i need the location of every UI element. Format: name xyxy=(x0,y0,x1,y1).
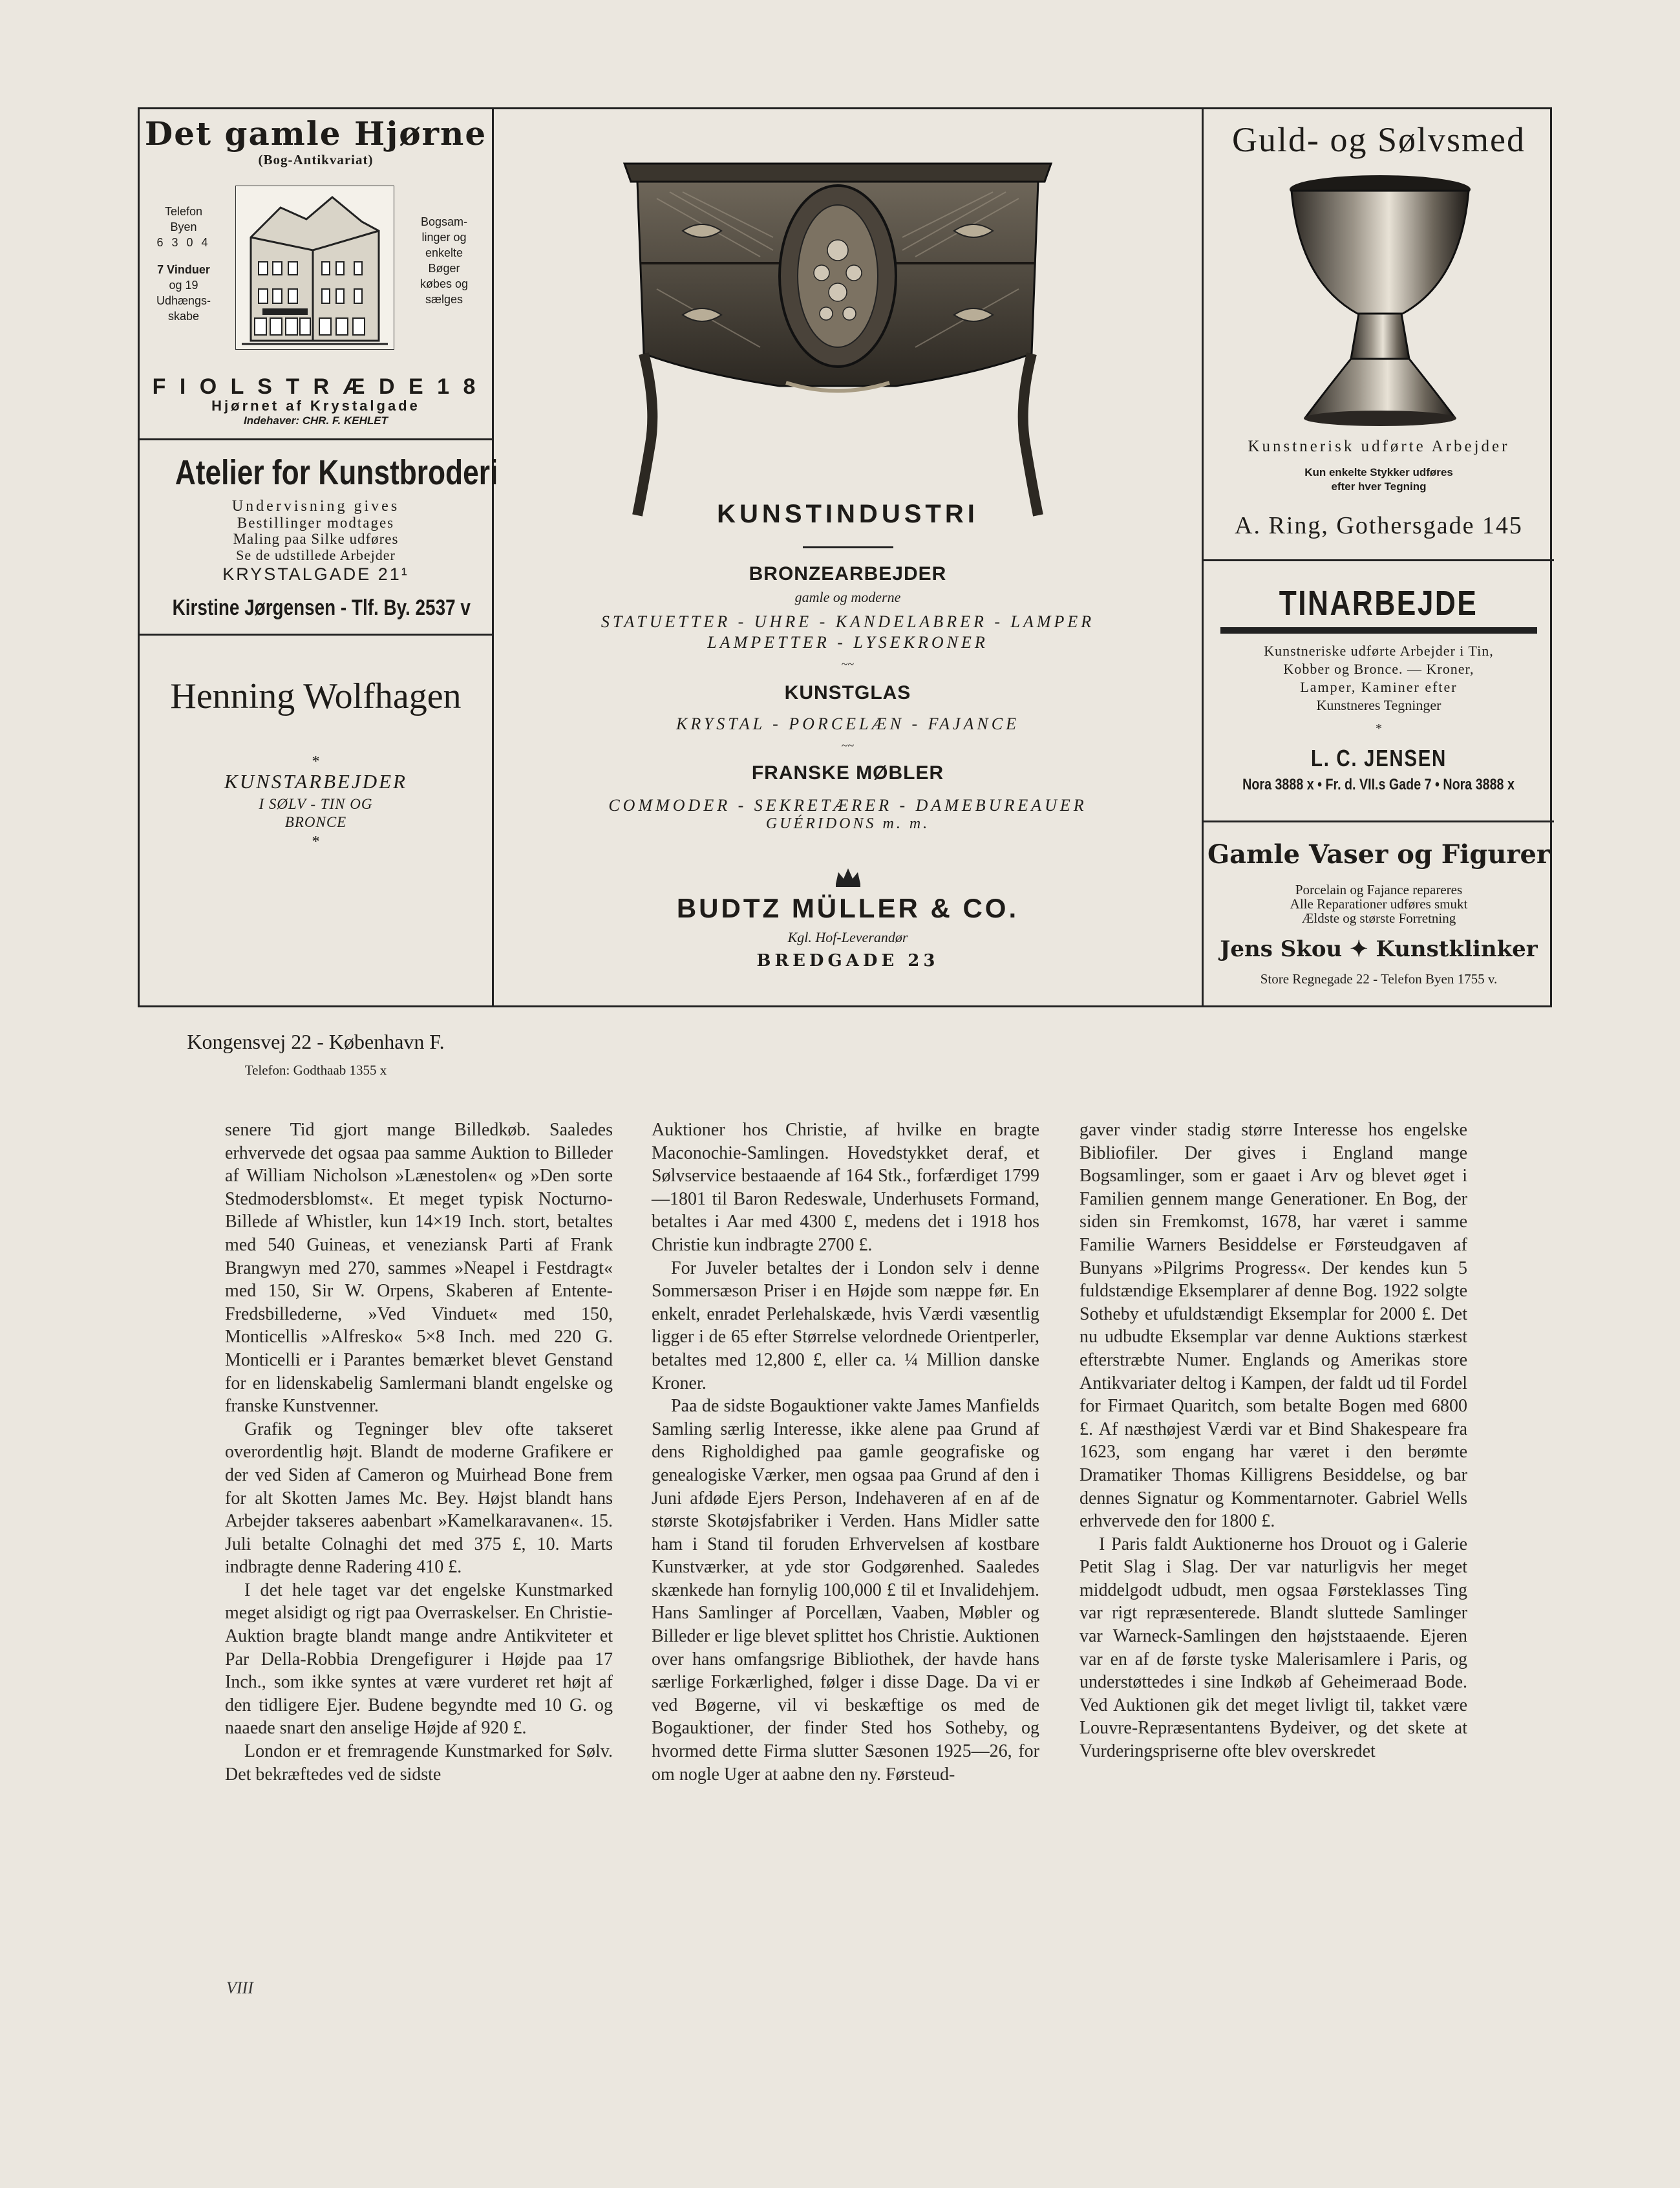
ad-owner: Indehaver: CHR. F. KEHLET xyxy=(244,414,388,427)
ad-address: A. Ring, Gothersgade 145 xyxy=(1235,512,1523,539)
ad-atelier-kunstbroderi: Atelier for Kunstbroderi Undervisning gives Bestillinger modtages Maling paa Silke udføres Se de udstillede Arbejder KRYSTALGADE 21¹ Kirstine Jørgensen - Tlf. By. 2537 v xyxy=(140,440,492,634)
ads-left-column xyxy=(140,109,498,1078)
ad-title: Atelier for Kunstbroderi xyxy=(175,453,498,492)
ad-guld-solvsmed: Guld- og Sølvsmed Kunstnerisk udførte Arbejder Kun enkelte Stykker udføres efter hver Tegning A. Ring, Gothersgade 145 xyxy=(1204,109,1554,559)
ornament-icon: ~~ xyxy=(841,658,855,670)
ad-title: TINARBEJDE xyxy=(1279,584,1478,623)
paragraph: Auktioner hos Christie, af hvilke en bragte Maconochie-Samlingen. Hovedstykket deraf, et Sølvservice bestaaende af 164 Stk., forfærdiget 1799—1801 til Baron Redeswale, Underhusets Formand, betaltes i Aar med 4300 £, medens det i 1918 hos Christie kun indbragte 2700 £. xyxy=(652,1120,1039,1255)
ad-left-info: Telefon Byen 6 3 0 4 7 Vinduer og 19 Udhængs- skabe xyxy=(156,205,211,323)
article-column-1 xyxy=(225,1119,613,1786)
ornament-icon: ~~ xyxy=(841,739,855,752)
ad-phone: Telefon: Godthaab 1355 x xyxy=(244,1062,387,1078)
crown-icon xyxy=(494,866,1202,890)
section-title: FRANSKE MØBLER xyxy=(751,762,944,784)
ad-address: Kongensvej 22 - København F. xyxy=(187,1030,445,1053)
commode-illustration xyxy=(618,160,1058,522)
ad-henning-wolfhagen: Henning Wolfhagen * KUNSTARBEJDER I SØLV - TIN OG BRONCE * Kongensvej 22 - København F. Telefon: Godthaab 1355 x xyxy=(140,636,492,1005)
silver-cup-illustration xyxy=(1286,171,1474,430)
article-column-2 xyxy=(652,1119,1039,1786)
ad-footer: Kirstine Jørgensen - Tlf. By. 2537 v xyxy=(172,595,471,620)
ad-name: Jens Skou ✦ Kunstklinker xyxy=(1220,936,1538,962)
paragraph: Grafik og Tegninger blev ofte takseret overordentlig højt. Blandt de moderne Grafikere er der ved Siden af Cameron og Muirhead Bone frem for alt Skotten James Mc. Bey. Højst blandt hans Arbejder takseres aabenbart »Kamelkaravanen«. 15. Juli betalte Colnaghi det med 375 £, 10. Marts indbragte denne Radering 410 £. xyxy=(225,1419,613,1578)
ad-det-gamle-hjorne xyxy=(140,109,492,438)
ad-address: KRYSTALGADE 21¹ xyxy=(222,564,409,584)
ads-right-column xyxy=(1202,109,1554,1005)
ad-corner: Hjørnet af Krystalgade xyxy=(211,398,420,414)
street: BREDGADE 23 xyxy=(756,951,939,971)
ad-tinarbejde: TINARBEJDE Kunstneriske udførte Arbejder i Tin, Kobber og Bronce. — Kroner, Lamper, Kaminer efter Kunstneres Tegninger * L. C. JENSEN Nora 3888 x • Fr. d. VII.s Gade 7 • Nora 3888 x xyxy=(1204,561,1554,820)
section-title: BRONZEARBEJDER xyxy=(749,563,947,585)
ad-heading: KUNSTINDUSTRI xyxy=(717,500,979,528)
ad-title: Det gamle Hjørne xyxy=(144,114,487,153)
ad-title: Henning Wolfhagen xyxy=(170,676,462,716)
paragraph: senere Tid gjort mange Billedkøb. Saaledes erhvervede det ogsaa paa samme Auktion to Billeder af William Nicholson »Lænestolen« og »Den sorte Stedmodersblomst«. Et meget typisk Nocturno-Billede af Whistler, kun 14×19 Inch. stort, betaltes med 540 Guineas, et veneziansk Parti af Frank Brangwyn med 270, sammes »Neapel i Festdragt« med 150, Sir W. Orpens, Skaberen af Entente-Fredsbillederne, »Ved Vinduet« med 150, Monticellis »Alfresko« 5×8 Inch. med 220 G. Monticelli er i Parantes bemærket blevet Genstand for en lidenskabelig Samlermani blandt engelske og franske Kunstvenner. xyxy=(225,1120,613,1417)
black-rule xyxy=(1220,627,1537,634)
ad-address: F I O L S T R Æ D E 1 8 xyxy=(152,374,480,399)
heading-underline xyxy=(803,546,893,548)
ads-center-column: KUNSTINDUSTRI BRONZEARBEJDER gamle og moderne STATUETTER - UHRE - KANDELABRER - LAMPER LAMPETTER - LYSEKRONER ~~ KUNSTGLAS KRYSTAL - PORCELÆN - FAJANCE ~~ FRANSKE MØBLER COMMODER - SEKRETÆRER - DAMEBUREAUER GUÉRIDONS m. m. BUDTZ MÜLLER & CO. Kgl. Hof-Leverandør BREDGADE 23 xyxy=(494,109,1202,1005)
ad-name: L. C. JENSEN xyxy=(1311,745,1447,771)
section-title: KUNSTGLAS xyxy=(784,682,911,703)
ad-subtitle: (Bog-Antikvariat) xyxy=(258,152,374,167)
paragraph: I det hele taget var det engelske Kunstmarked meget alsidigt og rigt paa Overraskelser. En Christie-Auktion bragte blandt mange andre Antikviteter et Par Della-Robbia Drengefigurer i Højde paa 17 Inch., som ikke syntes at være vurderet ret højt af den tidligere Ejer. Budene begyndte med 10 G. og naaede snart den anselige Højde af 920 £. xyxy=(225,1580,613,1739)
paragraph: For Juveler betaltes der i London selv i denne Sommersæson Priser i en Højde som næppe før. En enkelt, enradet Perlehalskæde, hvis Værdi væsentlig ligger i de 65 efter Størrelse velordnede Orientperler, betaltes med 12,800 £, eller ca. ¼ Million danske Kroner. xyxy=(652,1258,1039,1393)
ad-line: KUNSTARBEJDER xyxy=(224,770,407,793)
ad-title: Gamle Vaser og Figurer xyxy=(1207,839,1551,870)
ad-address: Store Regnegade 22 - Telefon Byen 1755 v. xyxy=(1260,971,1498,987)
ad-right-info: Bogsam- linger og enkelte Bøger købes og sælges xyxy=(420,215,469,306)
advertisement-panel xyxy=(138,107,1552,1078)
paragraph: London er et fremragende Kunstmarked for Sølv. Det bekræftedes ved de sidste xyxy=(225,1741,613,1785)
paragraph: Paa de sidste Bogauktioner vakte James Manfields Samling særlig Interesse, ikke alene paa Grund af dens Righoldighed paa gamle geografiske og genealogiske Værker, men ogsaa paa Grund af den i Juni afdøde Ejers Person, Indehaveren af en af de største Skotøjsfabriker i Verden. Hans Midler satte ham i Stand til foruden Erhvervelsen af kostbare Kunstværker, at yde stor Godgørenhed. Saaledes skænkede han fornylig 100,000 £ til et Invalidehjem. Hans Samlinger af Porcellæn, Vaaben, Møbler og Billeder er lige blevet splittet hos Christie. Auktionen over hans omfangsrige Bibliothek, der havde hans særlige Forkærlighed, følger i disse Dage. Da vi er ved Bøgerne, vil vi beskæftige os med de Bogauktioner, der finder Sted hos Sotheby, og hvormed dette Firma slutter Sæsonen 1925—26, for om nogle Uger at aabne den ny. Førsteud- xyxy=(652,1396,1039,1785)
ad-title: Guld- og Sølvsmed xyxy=(1231,120,1526,159)
article-column-3 xyxy=(1079,1119,1467,1763)
page-number: VIII xyxy=(226,1979,253,1997)
building-illustration xyxy=(235,186,394,350)
ad-lines: Undervisning gives xyxy=(231,498,400,515)
ad-phones: Nora 3888 x • Fr. d. VII.s Gade 7 • Nora 3888 x xyxy=(1242,776,1515,793)
firm-name: BUDTZ MÜLLER & CO. xyxy=(676,893,1019,923)
paragraph: I Paris faldt Auktionerne hos Drouot og i Galerie Petit Slag i Slag. Der var naturligvis her meget middelgodt udbudt, men ogsaa Førsteklasses Ting var rigt repræsenterede. Blandt sluttede Samlinger var Warneck-Samlingen den højststaaende. Ejeren var en af de første tyske Malerisamlere i Paris, og understøttedes i sine Indkøb af Geheimeraad Bode. Ved Auktionen gik det meget livligt til, takket være Louvre-Repræsentantens Bydeiver, og det skete at Vurderingspriserne ofte blev overskredet xyxy=(1079,1534,1467,1762)
paragraph: gaver vinder stadig større Interesse hos engelske Bibliofiler. Der gives i England mange Bogsamlinger, som er gaaet i Arv og blevet øget i Familien gennem mange Generationer. En Bog, der siden sin Fremkomst, 1678, har været i samme Familie Warners Besiddelse er Førsteudgaven af Bunyans »Pilgrims Progress«. Der kendes kun 5 fuldstændige Eksemplarer af denne Bog. 1922 solgte Sotheby et ufuldstændigt Eksemplar for 2000 £. Det nu udbudte Eksemplar var denne Auktions stærkest efterstræbte Numer. Englands og Amerikas store Antikvariater deltog i Kampen, der faldt ud til Fordel for Firmaet Quaritch, som betalte Bogen med 6800 £. Af næsthøjest Værdi var et Bind Shakespeare fra 1623, som engang har været i den berømte Dramatiker Thomas Killigrens Besiddelse, og bar dennes Signatur og Kommentarnoter. Gabriel Wells erhvervede den for 1800 £. xyxy=(1079,1120,1467,1532)
ad-gamle-vaser: Gamle Vaser og Figurer Porcelain og Fajance repareres Alle Reparationer udføres smukt Ældste og største Forretning Jens Skou ✦ Kunstklinker Store Regnegade 22 - Telefon Byen 1755 v. xyxy=(1204,822,1554,1005)
